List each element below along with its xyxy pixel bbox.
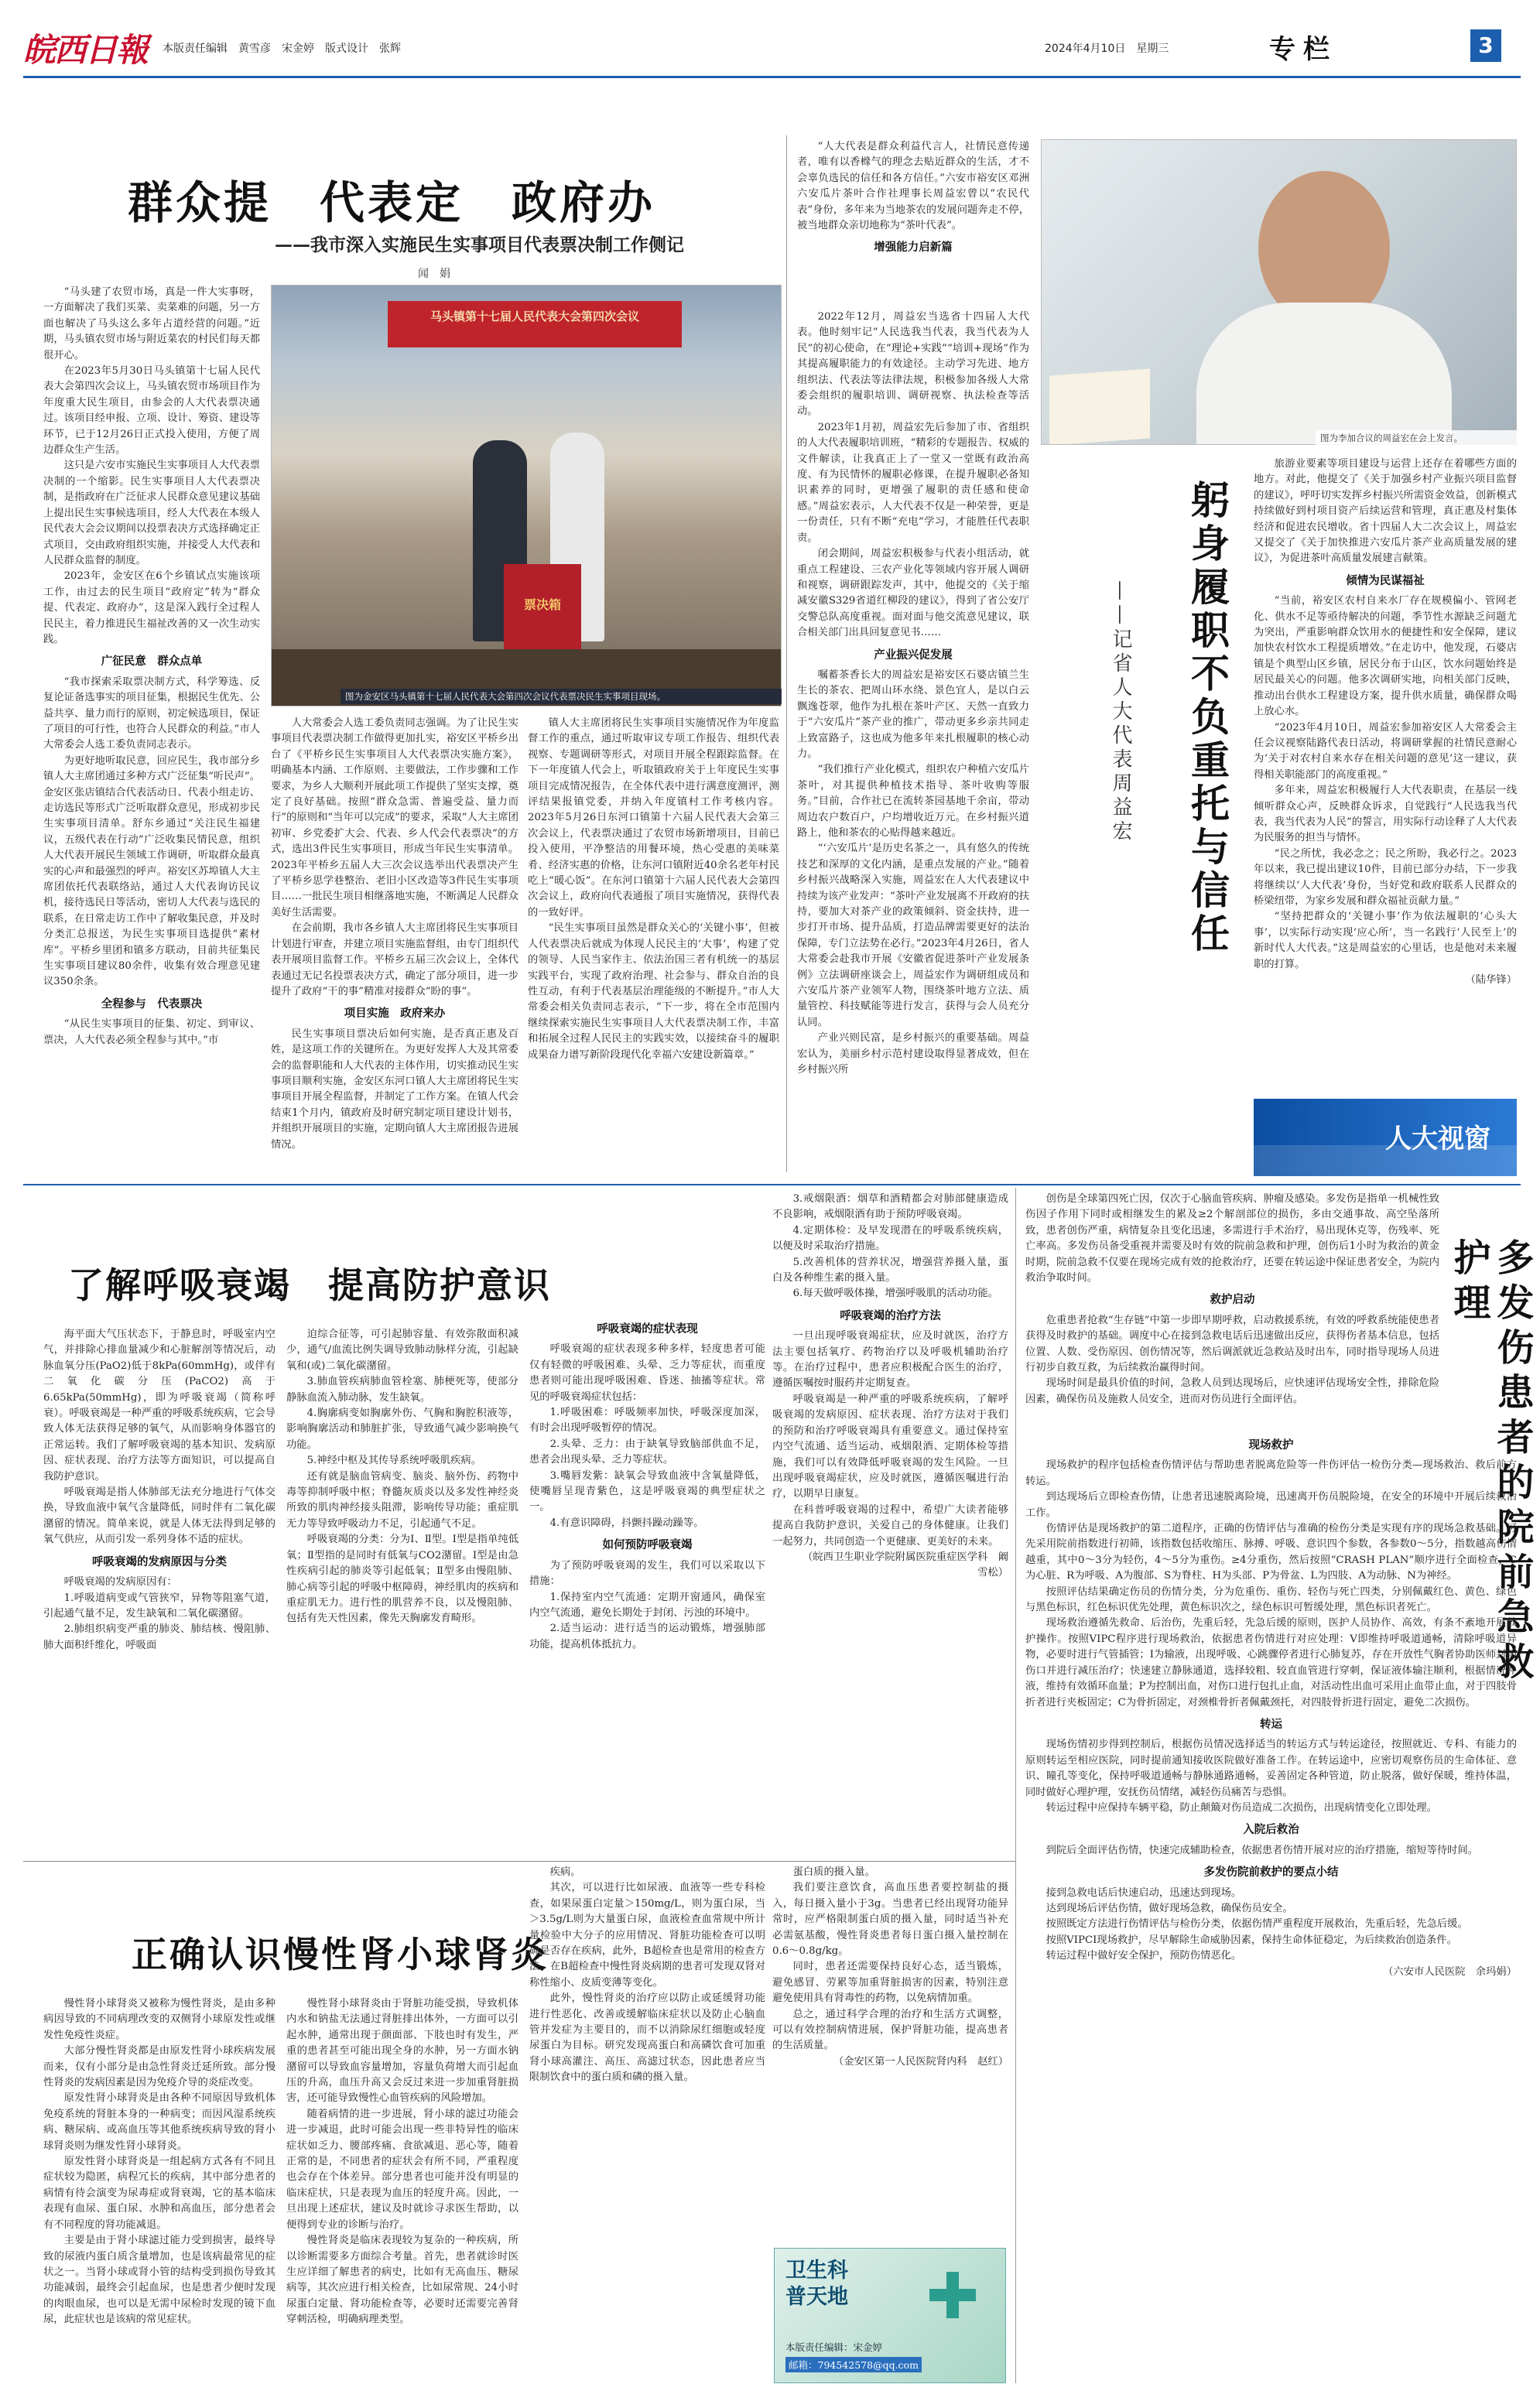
paragraph: 4.胸廓病变如胸廓外伤、气胸和胸腔积液等，影响胸廓活动和肺脏扩张，导致通气减少影响换气功能。 (286, 1408, 518, 1451)
paragraph: 一旦出现呼吸衰竭症状，应及时就医，治疗方法主要包括氧疗、药物治疗以及呼吸机辅助治疗等。在治疗过程中，患者应积极配合医生的治疗，遵循医嘱按时服药并定期复查。 (772, 1330, 1008, 1390)
paragraph: “我市探索采取票决制方式，科学筹选、反复论证备选事实的项目征集，根据民生优先、公益共享、量力而行的原则，初定候选项目，保证了项目的可行性，也符合人民群众的利益。”市人大常委会人选工委负责同志表示。 (43, 676, 260, 751)
paragraph: “马头建了农贸市场，真是一件大实事呀，一方面解决了我们买菜、卖菜难的问题，另一方面也解决了马头这么多年占道经营的问题。”近期，马头镇农贸市场与附近菜农的村民们每天都很开心。 (43, 286, 260, 361)
paragraph: 慢性肾小球肾炎由于肾脏功能受损，导致机体内水和钠盐无法通过肾脏排出体外，一方面可以引起水肿，通常出现于颜面部、下肢也时有发生，严重的患者甚至可能出现全身的水肿，另一方面水钠潴留可以导致血容量增加，容量负荷增大而引起血压的升高，血压升高又会反过来进一步加重肾脏损害，还可能导致慢性心血管疾病的风险增加。 (286, 1998, 518, 2105)
section-heading: 项目实施 政府来办 (344, 1007, 446, 1021)
article1-feature-title: 躬身履职不负重托与信任 (1185, 480, 1230, 956)
paragraph: 迫综合征等，可引起肺容量、有效弥散面积减少，通气/血流比例失调导致肺动脉样分流，引起缺氧和(或)二氧化碳潴留。 (286, 1329, 518, 1372)
paragraph: 蛋白质的摄入量。 (792, 1866, 875, 1878)
paragraph: 慢性肾炎是临床表现较为复杂的一种疾病，所以诊断需要多方面综合考量。首先，患者就诊时医生应详细了解患者的病史，比如有无高血压、糖尿病等，其次应进行相关检查，比如尿常规、24小时尿蛋白定量、肾功能检查等，必要时还需要完善肾穿刺活检，明确病理类型。 (286, 2235, 518, 2326)
section-heading: 倾情为民谋福祉 (1346, 574, 1425, 587)
paragraph: 在2023年5月30日马头镇第十七届人民代表大会第四次会议上，马头镇农贸市场项目作为年度重大民生项目，由参会的人大代表票决通过。该项目经申报、立项、设计、筹资、建设等环节，已于12月26日正式投入使用，方便了周边群众生产生活。 (43, 365, 260, 457)
masthead-date: 2024年4月10日 星期三 (1045, 43, 1169, 55)
paragraph: 转运过程中做好安全保护，预防伤情恶化。 (1045, 1950, 1242, 1962)
paragraph: “当前，裕安区农村自来水厂存在规模偏小、管网老化、供水不足等亟待解决的问题，季节性水源缺乏问题尤为突出，严重影响群众饮用水的便捷性和安全保障，建议加快农村饮水工程提质增效。”在走访中，他发现，石婆店镇是个典型山区乡镇，居民分布于山区，饮水问题始终是居民最关心的问题。他多次调研实地，向相关部门反映，推动出台供水工程建设方案，提升供水质量，确保群众喝上放心水。 (1254, 595, 1517, 718)
section-heading: 呼吸衰竭的发病原因与分类 (92, 1555, 227, 1568)
paragraph: 2023年，金安区在6个乡镇试点实施该项工作，由过去的民生项目“政府定”转为“群众提、代表定、政府办”，这是深入践行全过程人民民主，着力推进民生福祉改善的又一次生动实践。 (43, 570, 260, 645)
paragraph: 1.呼吸困难：呼吸频率加快，呼吸深度加深，有时会出现呼吸暂停的情况。 (529, 1407, 765, 1435)
paragraph: 呼吸衰竭是一种严重的呼吸系统疾病，了解呼吸衰竭的发病原因、症状表现、治疗方法对于我们的预防和治疗呼吸衰竭具有重要意义。通过保持室内空气流通、适当运动、戒烟限酒、定期体检等措施，我们可以有效降低呼吸衰竭的发生风险。一旦出现呼吸衰竭症状，应及时就医，遵循医嘱进行治疗，以期早日康复。 (772, 1393, 1008, 1500)
paragraph: 2.适当运动：进行适当的运动锻炼，增强肺部功能，提高机体抵抗力。 (529, 1623, 765, 1650)
article2-column-3 (529, 1315, 765, 1849)
paragraph: “‘六安瓜片’是历史名茶之一，具有悠久的传统技艺和深厚的文化内涵，是重点发展的产业。”随着乡村振兴战略深入实施，周益宏在人大代表建议中持续为该产业发声：“茶叶产业发展离不开政府的扶持，要加大对茶产业的政策倾斜、资金扶持，进一步打开市场、提升品质，打造品牌需要更好的法治保障，专门立法势在必行。”2023年4月26日，省人大常委会赴我市开展《安徽省促进茶叶产业发展条例》立法调研座谈会上，周益宏作为调研组成员和六安瓜片茶产业领军人物，围绕茶叶地方立法、质量管控、科技赋能等进行发言，获得与会人员充分认同。 (797, 843, 1029, 1028)
paragraph: 慢性肾小球肾炎又被称为慢性肾炎，是由多种病因导致的不同病理改变的双侧肾小球原发性或继发性免疫性炎症。 (43, 1998, 275, 2041)
article2-column-4 (772, 1192, 1008, 1857)
ballot-box-label: 票决箱 (523, 597, 561, 612)
article2-title: 了解呼吸衰竭 提高防护意识 (68, 1264, 551, 1306)
article2-column-1 (43, 1327, 275, 1849)
paragraph: 5.改善机体的营养状况，增强营养摄入量，蛋白及各种维生素的摄入量。 (772, 1256, 1008, 1284)
paragraph: 6.每天做呼吸体操，增强呼吸肌的活动功能。 (792, 1288, 998, 1300)
banner-label: 人大视窗 (1385, 1124, 1490, 1154)
paragraph: 呼吸衰竭的分类：分为Ⅰ、Ⅱ型。Ⅰ型是指单纯低氧；Ⅱ型指的是同时有低氧与CO2潴留。Ⅰ型是由急性疾病引起的肺炎等引起低氧；Ⅱ型多由慢阻肺、肺心病等引起的呼吸中枢障碍，神经肌肉的疾病和重症肌无力。进行性的肌营养不良，以及慢阻肺、包括有先天性因素，像先天胸廓发育畸形。 (286, 1534, 518, 1625)
paragraph: 4.定期体检：及早发现潜在的呼吸系统疾病，以便及时采取治疗措施。 (772, 1224, 1008, 1253)
paragraph: “坚持把群众的‘关键小事’作为依法履职的‘心头大事’，以实际行动实现‘应心所’，当一名践行‘人民至上’的新时代人大代表。”这是周益宏的心里话，也是他对未来履职的打算。 (1254, 911, 1517, 970)
medical-cross-icon (929, 2272, 976, 2318)
paragraph: 伤情评估是现场救护的第二道程序，正确的伤情评估与准确的检伤分类是实现有序的现场急救基础。可先采用院前指数进行初筛，该指数包括收缩压、脉搏、呼吸、意识四个参数，各参数0～5分，指数越高伤情越重，其中0～3分为轻伤，4～5分为重伤。≥4分重伤，然后按照“CRASH PLAN”顺序进行全面检查，C为心脏、R为呼吸、A为腹部、S为脊柱、H为头部、P为骨盆、L为四肢、A为动脉、N为神经。 (1025, 1523, 1517, 1582)
article1-photo (271, 285, 782, 706)
article4-column-intro (1025, 1192, 1439, 1424)
paragraph: 危重患者抢救“生存链”中第一步即早期呼救，启动救援系统，有效的呼救系统能使患者获得及时救护的基础。调度中心在接到急救电话后迅速做出反应，获得伤者基本信息，包括位置、人数、受伤原因、创伤情况等，然后调派就近急救站及时出车，同时指导现场人员进行初步自救互救，为后续救治赢得时间。 (1025, 1314, 1439, 1374)
column-divider (786, 135, 787, 1172)
section-heading: 全程参与 代表票决 (101, 997, 203, 1011)
paragraph: “2023年4月10日，周益宏参加裕安区人大常委会主任会议视察陆路代表日活动，将调研掌握的社情民意耐心为‘关于对农村自来水存在相关问题的意见’这一建议，获得相关职能部门的高度重视。” (1254, 721, 1517, 781)
paragraph: 原发性肾小球肾炎是由各种不同原因导致机体免疫系统的肾脏本身的一种病变；而因风湿系统疾病、糖尿病、或高血压等其他系统疾病导致的肾小球肾炎则为继发性肾小球肾炎。 (43, 2092, 275, 2152)
paragraph: 现场救护的程序包括检查伤情评估与帮助患者脱离危险等一件伤评估一检伤分类—现场救治、救后前方转运。 (1025, 1459, 1517, 1487)
article1-title: 群众提 代表定 政府办 (128, 176, 656, 229)
paragraph: 嘱蓄茶香长大的周益宏是裕安区石婆店镇兰生生长的茶农、把周山环水绕、景色宜人，是以白云飘逸苍翠，他作为扎根在茶叶产区、天然一直致力于“六安瓜片”茶产业的推广，带动更多乡亲共同走上致富路子，这也成为他多年来扎根履职的核心动力。 (797, 669, 1029, 760)
paragraph: 现场伤情初步得到控制后，根据伤员情况选择适当的转运方式与转运途径，按照就近、专科、有能力的原则转运至相应医院，同时提前通知接收医院做好准备工作。在转运途中，应密切观察伤员的生命体征、意识、瞳孔等变化，保持呼吸道通畅与静脉通路通畅，妥善固定各种管道，防止脱落，做好保暖，维持体温，同时做好心理护理，安抚伤员情绪，减轻伤员痛苦与恐惧。 (1025, 1739, 1517, 1798)
paragraph: 2022年12月，周益宏当选省十四届人大代表。他时刻牢记“人民选我当代表，我当代表为人民”的初心使命，在“理论+实践”“培训+现场”作为其提高履职能力的有效途径。主动学习先进、地方组织法、代表法等法律法规，积极参加各级人大常委会组织的履职培训、调研视察、执法检查等活动。 (797, 311, 1029, 418)
section-heading: 现场救护 (1248, 1439, 1294, 1452)
paragraph: 这只是六安市实施民生实事项目人大代表票决制的一个缩影。民生实事项目人大代表票决制，是指政府在广泛征求人民群众意见建议基础上提出民生实事候选项目，经人大代表在本级人民代表大会会议期间以投票表决方式选择确定正式项目，交由政府组织实施，并接受人大代表和人民群众监督的制度。 (43, 460, 260, 566)
paragraph: 闭会期间，周益宏积极参与代表小组活动，就重点工程建设、三农产业化等领域内容开展人调研和视察，调研跟踪发声，其中，他提交的《关于缩减安徽S329省道红柳段的建议》，得到了省公安厅交警总队高度重视。面对面与他交流意见建议，联合相关部门出具回复意见书…… (797, 548, 1029, 639)
article1-feature-subtitle: ——记省人大代表周益宏 (1109, 580, 1132, 844)
masthead-logo: 皖西日報 (23, 31, 148, 69)
paragraph: 3.戒烟限酒：烟草和酒精都会对肺部健康造成不良影响，戒烟限酒有助于预防呼吸衰竭。 (772, 1193, 1008, 1221)
paragraph: 按照既定方法进行伤情评估与检伤分类，依据伤情严重程度开展救治，先重后轻，先急后缓。 (1045, 1918, 1468, 1931)
health-box-title: 卫生科普天地 (785, 2259, 848, 2309)
article4-title: 多发伤患者的院前急救护理 (1447, 1238, 1534, 1687)
paragraph: 主要是由于肾小球滤过能力受到损害，最终导致的尿液内蛋白质含量增加，也是该病最常见的症状之一。当肾小球或肾小管的结构受到损伤导致其功能减弱，最终会引起血尿，也是患者少便时发现的肉眼血尿，也可以是无需中尿检时发现的镜下血尿，此症状也是该病的常见症状。 (43, 2235, 275, 2326)
paragraph: 疾病。 (549, 1866, 581, 1878)
paragraph: “人大代表是群众利益代言人，社情民意传递者，唯有以香橼气的理念去贴近群众的生活，才不会辜负选民的信任和各方信任。”六安市裕安区邓洲六安瓜片茶叶合作社理事长周益宏曾以“农民代表”身份，多年来为当地茶农的发展问题奔走不停，被当地群众亲切地称为“茶叶代表”。 (797, 141, 1029, 232)
paragraph: 为了预防呼吸衰竭的发生，我们可以采取以下措施： (529, 1559, 765, 1588)
paragraph: 现场时间是最具价值的时间，急救人员到达现场后，应快速评估现场安全性，排除危险因素，确保伤员及施救人员安全，进而对伤员进行全面评估。 (1025, 1377, 1439, 1405)
section-heading: 入院后救治 (1243, 1824, 1299, 1837)
article1-column-4b (797, 310, 1029, 1172)
article3-title: 正确认识慢性肾小球肾炎 (132, 1934, 549, 1975)
article3-column-4 (772, 1865, 1008, 2240)
article3-column-1 (43, 1996, 275, 2383)
photo-banner-text: 马头镇第十七届人民代表大会第四次会议 (429, 310, 639, 323)
section-heading: 救护启动 (1210, 1294, 1255, 1307)
section-heading: 如何预防呼吸衰竭 (602, 1539, 693, 1552)
column-banner (1254, 1099, 1517, 1176)
paragraph: 3.肺血管疾病肺血管栓塞、肺梗死等，使部分静脉血流入肺动脉，发生缺氧。 (286, 1376, 518, 1404)
paragraph: 3.嘴唇发紫：缺氧会导致血液中含氧量降低，使嘴唇呈现青紫色，这是呼吸衰竭的典型症状之一。 (529, 1469, 765, 1514)
article1-portrait-photo (1041, 139, 1517, 445)
paragraph: 在会前期，我市各乡镇人大主席团将民生实事项目计划进行审查，并建立项目实施监督组，由专门组织代表开展项目监督工作。平桥乡五届三次会议上，全体代表通过无记名投票表决方式，确定了部分项目，进一步提升了政府“干的事”精准对接群众“盼的事”。 (271, 922, 518, 997)
section-heading: 呼吸衰竭的治疗方法 (840, 1309, 941, 1322)
paragraph: 现场救治遵循先救命、后治伤，先重后轻，先急后缓的原则，医护人员协作、高效，有条不紊地开展救护操作。按照VIPC程序进行现场救治，依据患者伤情进行对应处理：V即维持呼吸道通畅，清除呼吸道异物，必要时进行气管插管；I为输液，出现呼吸、心跳骤停者进行心肺复苏，存在开放性气胸者协助医师封闭伤口并进行减压治疗；快速建立静脉通道，选择较粗、较直血管进行穿刺，保证液体输注顺利，根据情况补液，维持有效循环血量；P为控制出血，对伤口进行包扎止血，对活动性出血可采用止血带止血，对于四肢骨折者进行夹板固定；C为骨折固定，对颈椎骨折者佩戴颈托，对四肢骨折进行固定，避免二次损伤。 (1025, 1617, 1517, 1709)
paragraph: 呼吸衰竭的发病原因有： (63, 1576, 177, 1589)
paragraph: 创伤是全球第四死亡因，仅次于心脑血管疾病、肿瘤及感染。多发伤是指单一机械性致伤因子作用下同时或相继发生的累及≥2个解剖部位的损伤，多由交通事故、高空坠落所致，患者创伤严重，病情复杂且变化迅速，多需进行手术治疗，易出现休克等，伤残率、死亡率高。多发伤员备受重视并需要及时有效的院前急救和护理，创伤后1小时为救治的黄金时期，院前急救不仅要在现场完成有效的抢救治疗，还要在转运途中保证患者安全，为院内救治争取时间。 (1025, 1193, 1439, 1284)
paragraph: 达到现场后评估伤情，做好现场急救，确保伤员安全。 (1045, 1902, 1293, 1914)
section-heading: 多发伤院前救护的要点小结 (1203, 1866, 1339, 1880)
health-box-email: 邮箱：794542578@qq.com (785, 2357, 922, 2372)
paragraph: 1.呼吸道病变或气管狭窄，异物等阻塞气道，引起通气量不足，发生缺氧和二氧化碳潴留。 (43, 1592, 275, 1620)
paragraph: 产业兴则民富，是乡村振兴的重要基础。周益宏认为，美丽乡村示范村建设取得显著成效，但在乡村振兴所 (797, 1032, 1029, 1076)
paragraph: 民生实事项目票决后如何实施，是否真正惠及百姓，是这项工作的关键所在。为更好发挥人大及其常委会的监督职能和人大代表的主体作用，切实推动民生实事项目顺利实施，金安区东河口镇人大主席团将民生实事项目开展全程监督，并制定了工作方案。在镇人代会结束1个月内，镇政府及时研究制定项目建设计划书，并组织开展项目的实施，定期向镇人大主席团报告进展情况。 (271, 1028, 518, 1151)
paragraph: 在科普呼吸衰竭的过程中，希望广大读者能够提高自我防护意识，关爱自己的身体健康。让我们一起努力，共同创造一个更健康、更美好的未来。 (772, 1503, 1008, 1548)
paragraph: 2023年1月初，周益宏先后参加了市、省组织的人大代表履职培训班，“精彩的专题报告、权威的文件解读，让我真正上了一堂又一堂既有政治高度、有为民情怀的履职必修课，在提升履职必备知识素养的同时，更增强了履职的责任感和使命感。”周益宏表示，人大代表不仅是一种荣誉，更是一份责任，只有不断“充电”学习，才能胜任代表职责。 (797, 421, 1029, 544)
article1-portrait-caption: 图为李加合议的周益宏在会上发言。 (1316, 430, 1517, 446)
article3-column-2 (286, 1996, 518, 2383)
paragraph: 海平面大气压状态下，于静息时，呼吸室内空气，并排除心排血量减少和心脏解剖等情况后，动脉血氧分压(PaO2)低于8kPa(60mmHg)，或伴有二氧化碳分压(PaCO2)高于6.65kPa(50mmHg)，即为呼吸衰竭（简称呼衰）。呼吸衰竭是一种严重的呼吸系统疾病，它会导致人体无法获得足够的氧气，从而影响身体器官的正常运转。我们了解呼吸衰竭的基本知识、发病原因、症状表现、治疗方法等方面知识，可以提高自我防护意识。 (43, 1329, 275, 1483)
paragraph: “我们推行产业化模式，组织农户种植六安瓜片茶叶，对其提供种植技术指导、茶叶收购等服务。”目前，合作社已在流转茶园基地千余亩，带动周边农户数百户，户均增收近万元。在乡村振兴道路上，他和茶农的心贴得越来越近。 (797, 764, 1029, 839)
section-divider (23, 1861, 1015, 1862)
article4-column-main (1025, 1431, 1517, 2383)
paragraph: 还有就是脑血管病变、脑炎、脑外伤、药物中毒等抑制呼吸中枢；脊髓灰质炎以及多发性神经炎所致的肌肉神经接头阻滞，影响传导功能；重症肌无力等导致呼吸动力不足，引起通气不足。 (286, 1470, 518, 1530)
section-heading: 广征民意 群众点单 (101, 655, 203, 669)
paragraph: 我们要注意饮食，高血压患者要控制盐的摄入，每日摄入量小于3g。当患者已经出现肾功能异常时，应严格限制蛋白质的摄入量，同时适当补充必需氨基酸，慢性肾炎患者每日蛋白摄入量控制在0.6～0.8g/kg。 (772, 1882, 1008, 1958)
nameplate (1049, 368, 1150, 445)
byline: （金安区第一人民医院肾内科 赵红） (833, 2055, 1008, 2068)
paragraph: “民之所忧，我必念之；民之所盼，我必行之。2023年以来，我已提出建议10件，目前已部分办结，下一步我将继续以‘人大代表’身份，当好党和政府联系人民群众的桥梁纽带，为家乡发展和群众福祉贡献力量。” (1254, 847, 1517, 907)
column-divider (1015, 1188, 1016, 2383)
masthead-section: 专栏 (1269, 34, 1337, 65)
paragraph: 镇人大主席团将民生实事项目实施情况作为年度监督工作的重点，通过听取审议专项工作报告、组织代表视察、专题调研等形式，对项目开展全程跟踪监督。在下一年度镇人代会上，听取镇政府关于上年度民生实事项目完成情况报告，在全体代表中进行满意度测评，测评结果报镇党委，并纳入年度镇村工作考核内容。2023年5月26日东河口镇第十六届人民代表大会第三次会议上，代表票决通过了农贸市场新增项目，目前已投入使用，平净整洁的用餐环境，热心受惠的美味菜肴、经济实惠的价格，让东河口镇附近40余名老年村民吃上“暖心饭”。在东河口镇第十六届人民代表大会第四次会议上，政府向代表通报了项目实施情况，获得代表的一致好评。 (528, 717, 779, 918)
paragraph: 接到急救电话后快速启动，迅速达到现场。 (1045, 1886, 1242, 1899)
section-heading: 增强能力启新篇 (874, 241, 953, 255)
paragraph: 1.保持室内空气流通：定期开窗通风，确保室内空气流通，避免长期处于封闭、污浊的环境中。 (529, 1591, 765, 1619)
paragraph: 转运过程中应保持车辆平稳，防止颠簸对伤员造成二次损伤，出现病情变化立即处理。 (1045, 1801, 1437, 1814)
health-box-editor: 本版责任编辑：宋金婷 (785, 2341, 883, 2353)
photo-stage-banner (388, 301, 682, 347)
paragraph: 多年来，周益宏积极履行人大代表职责，在基层一线倾听群众心声，反映群众诉求，自觉践行“人民选我当代表，我当代表为人民”的誓言，用实际行动诠释了人大代表为民服务的担当与情怀。 (1254, 785, 1517, 844)
paragraph: 其次，可以进行比如尿液、血液等一些专科检查，如果尿蛋白定量＞150mg/L，则为蛋白尿，当＞3.5g/L则为大量蛋白尿，血液检查血常规中所计量检验中大分子的应用情况、肾脏功能检查可以明确是否存在疾病，此外，B超检查也是常用的检查方法。在B超检查中慢性肾炎病期的患者可发现双肾对称性缩小、皮质变薄等变化。 (529, 1882, 765, 1989)
masthead (23, 23, 1521, 74)
article1-photo-caption: 图为金安区马头镇第十七届人民代表大会第四次会议代表票决民生实事项目现场。 (341, 689, 782, 704)
article1-author: 闻 娟 (418, 268, 450, 280)
section-heading: 呼吸衰竭的症状表现 (597, 1323, 698, 1336)
health-box (774, 2248, 1006, 2383)
article2-column-2 (286, 1327, 518, 1849)
paragraph: 人大常委会人选工委负责同志强调。为了让民生实事项目代表票决制工作做得更加扎实，裕安区平桥乡出台了《平桥乡民生实事项目人大代表票决实施方案》，明确基本内涵、工作原则、主要做法，工作步骤和工作要求，为乡人大顺利开展此项工作提供了坚实支撑，奠定了良好基础。按照“群众急需、普遍受益、量力而行”的原则和“当年可以完成”的要求，采取“人大主席团初审、乡党委扩大会、代表、乡人代会代表票决”的方式，选出3件民生实事项目，形成当年民生实事清单。2023年平桥乡五届人大三次会议选举出代表票决产生了平桥乡思学巷整治、老旧小区改造等3件民生实事项目……一批民生项目相继落地实施，不断满足人民群众美好生活需要。 (271, 717, 518, 918)
section-heading: 转运 (1260, 1718, 1282, 1731)
paragraph: 2.肺组织病变严重的肺炎、肺结核、慢阻肺、肺大面积纤维化，呼吸面 (43, 1623, 275, 1651)
person-figure (1196, 303, 1452, 445)
section-heading: 产业振兴促发展 (874, 648, 953, 662)
paragraph: 随着病情的进一步进展，肾小球的滤过功能会进一步减退，此时可能会出现一些非特异性的临床症状如乏力、腰部疼痛、食欲减退、恶心等，随着正常的是，不同患者的症状会有所不同，严重程度也会存在个体差异。部分患者也可能并没有明显的临床症状，只是表现为血压的轻度升高。因此，一旦出现上述症状，建议及时就诊寻求医生帮助，以便得到专业的诊断与治疗。 (286, 2108, 518, 2231)
paragraph: 呼吸衰竭是指人体肺部无法充分地进行气体交换，导致血液中氧气含量降低，同时伴有二氧化碳潴留的情况。简单来说，就是人体无法得到足够的氧气供应，从而引发一系列身体不适的症状。 (43, 1486, 275, 1546)
article3-column-3 (529, 1865, 765, 2383)
paragraph: 原发性肾小球肾炎是一组起病方式各有不同且症状较为隐匿，病程冗长的疾病，其中部分患者的病情有待会演变为尿毒症或肾衰竭，它的基本临床表现有血尿、蛋白尿、水肿和高血压，部分患者会有不同程度的肾功能减退。 (43, 2156, 275, 2231)
paragraph: 为更好地听取民意，回应民生，我市部分乡镇人大主席团通过多种方式广泛征集“听民声”。金安区张店镇结合代表活动日、代表小组走访、走访选民等形式广泛听取群众意见，形成初步民生实事项目清单。舒东乡通过“关注民生福建议，五级代表在行动”广泛收集民情民意，组织人大代表开展民生领域工作调研，听取群众最真实的心声和最强烈的呼声。裕安区苏埠镇人大主席团依托代表联络站，通过人大代表询访民议机，接待选民日等活动，密切人大代表与选民的联系，在日常走访工作中了解收集民意，并及时分类汇总报送，为民生实事项目选提供“素材库”。平桥乡里团和镇多方联动，目前共征集民生实事项目建议80余件，收集有效合理意见建议350余条。 (43, 754, 260, 988)
section-divider (23, 1184, 1521, 1185)
paragraph: 呼吸衰竭的症状表现多种多样，轻度患者可能仅有轻微的呼吸困难、头晕、乏力等症状，而重度患者则可能出现呼吸困难、昏迷、抽搐等症状。常见的呼吸衰竭症状包括： (529, 1343, 765, 1403)
paragraph: 总之，通过科学合理的治疗和生活方式调整，可以有效控制病情进展，保护肾脏功能，提高患者的生活质量。 (772, 2008, 1008, 2052)
paragraph: 此外，慢性肾炎的治疗应以防止或延缓肾功能进行性恶化、改善或缓解临床症状以及防止心脑血管并发症为主要目的，而不以消除尿红细胞或轻度尿蛋白为目标。研究发现高蛋白和高磷饮食可加重肾小球高灌注、高压、高滤过状态，因此患者应当限制饮食中的蛋白质和磷的摄入量。 (529, 1992, 765, 2084)
paragraph: 大部分慢性肾炎都是由原发性肾小球疾病发展而来，仅有小部分是由急性肾炎迁延所致。部分慢性肾炎的发病因素是因为免疫介导的炎症改变。 (43, 2045, 275, 2089)
paragraph: 2.头晕、乏力：由于缺氧导致脑部供血不足，患者会出现头晕、乏力等症状。 (529, 1438, 765, 1466)
paragraph: 到院后全面评估伤情，快速完成辅助检查，依据患者伤情开展对应的治疗措施，缩短等待时间。 (1045, 1844, 1479, 1856)
page-number: 3 (1470, 29, 1501, 62)
paragraph: 到达现场后立即检查伤情，让患者迅速脱离险境，迅速离开伤员脱险境，在安全的环境中开展后续救治工作。 (1025, 1491, 1517, 1519)
masthead-editor: 本版责任编辑 黄雪彦 宋金婷 版式设计 张辉 (163, 43, 401, 55)
article1-column-1 (43, 285, 260, 1175)
paragraph: “民生实事项目虽然是群众关心的‘关键小事’，但被人代表票决后就成为体现人民民主的‘大事’，构建了党的领导、人民当家作主、依法治国三者有机统一的基层实践平台，实现了政府治理、社会参与、群众自治的良性互动，有利于代表基层治理能级的不断提升。”市人大常委会相关负责同志表示，“下一步，将在全市范围内继续探索实施民生实事项目人大代表票决制工作，丰富和拓展全过程人民民主的实践实效，以接续奋斗的履职成果奋力谱写新阶段现代化幸福六安建设新篇章。” (528, 922, 779, 1061)
article1-column-2 (271, 716, 518, 1172)
masthead-rule (23, 76, 1521, 78)
paragraph: 按照VIPCI现场救护，尽早解除生命威胁因素，保持生命体征稳定，为后续救治创造条件。 (1045, 1934, 1457, 1946)
byline: （皖西卫生职业学院附属医院重症医学科 阚雪松） (803, 1551, 1008, 1579)
byline: （六安市人民医院 余玛娟） (1383, 1965, 1517, 1978)
article1-column-5 (1254, 457, 1517, 1091)
paragraph: 按照评估结果确定伤员的伤情分类，分为危重伤、重伤、轻伤与死亡四类，分别佩戴红色、黄色、绿色与黑色标识，红色标识优先处理，黄色标识次之，绿色标识可暂缓处理，黑色标识者死亡。 (1025, 1585, 1517, 1614)
paragraph: 旅游业要素等项目建设与运营上还存在着哪些方面的地方。对此，他提交了《关于加强乡村产业振兴项目监督的建议》，呼吁切实发挥乡村振兴所需资金效益，创新模式持续做好到村项目资产后续运营和管理，真正惠及村集体经济和促进农民增收。省十四届人大二次会议上，周益宏又提交了《关于加快推进六安瓜片茶产业高质量发展的建议》，为促进茶叶高质量发展建言献策。 (1254, 458, 1517, 565)
paragraph: 同时，患者还需要保持良好心态，适当锻炼，避免感冒、劳累等加重肾脏损害的因素，特别注意避免使用具有肾毒性的药物，以免病情加重。 (772, 1961, 1008, 2005)
paragraph: 5.神经中枢及其传导系统呼吸肌疾病。 (306, 1455, 482, 1467)
article1-subtitle: ——我市深入实施民生实事项目代表票决制工作侧记 (275, 234, 684, 255)
paragraph: “从民生实事项目的征集、初定、到审议、票决，人大代表必须全程参与其中。”市 (43, 1018, 260, 1046)
byline: （陆华锋） (1465, 974, 1517, 986)
paragraph: 4.有意识障碍，抖颤抖躁动躁等。 (549, 1517, 704, 1529)
article1-column-3 (528, 716, 779, 1172)
